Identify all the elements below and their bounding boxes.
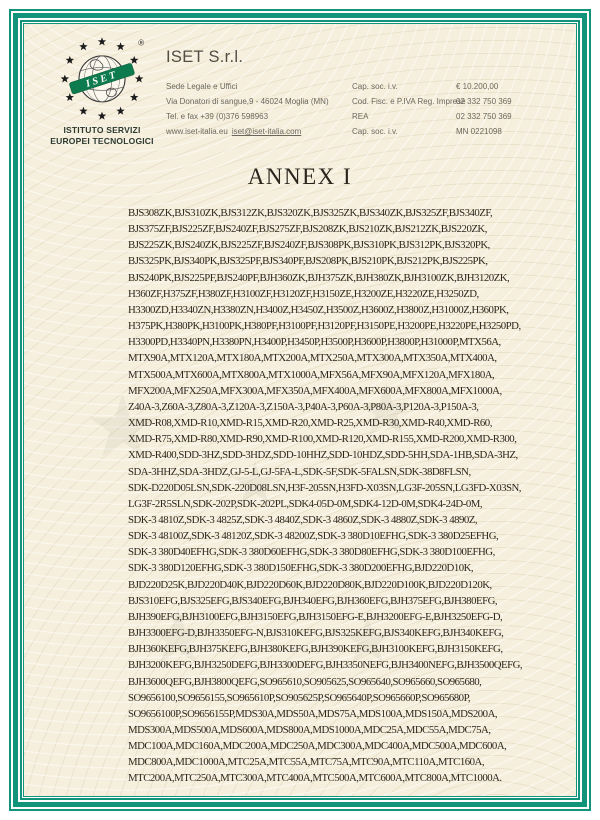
- watermark-star-icon: ★: [144, 592, 213, 681]
- annex-line: SDK-D220D05LSN,SDK-220D08LSN,H3F-205SN,H3FD-X03SN,LG3F-205SN,LG3FD-X03SN,: [128, 481, 522, 494]
- watermark-star-icon: ★: [354, 368, 419, 452]
- annex-line: SDA-3HHZ,SDA-3HDZ,GJ-5-L,GJ-5FA-L,SDK-5F,SDK-5FALSN,SDK-38D8FLSN,: [128, 465, 471, 478]
- company-logo: [42, 32, 162, 146]
- registry-value: MN 0221098: [456, 127, 502, 136]
- logo-banner-text: ISET: [84, 69, 120, 90]
- watermark-star-icon: ★: [339, 604, 397, 678]
- email-link[interactable]: iset@iset-italia.com: [231, 127, 302, 136]
- annex-line: BJS310EFG,BJS325EFG,BJS340EFG,BJH340EFG,BJH360EFG,BJH375EFG,BJH380EFG,: [128, 594, 498, 607]
- certificate-border-mid: [20, 20, 580, 800]
- page-title: ANNEX I: [247, 164, 353, 189]
- annex-line: BJH3200KEFG,BJH3250DEFG,BJH3300DEFG,BJH3350NEFG,BJH3400NEFG,BJH3500QEFG,: [128, 659, 523, 672]
- watermark-star-icon: ★: [84, 377, 162, 477]
- annex-line: BJS225ZK,BJS240ZK,BJS225ZF,BJS240ZF,BJS308PK,BJS310PK,BJS312PK,BJS320PK,: [128, 239, 490, 252]
- annex-line: BJH390EFG,BJH3100EFG,BJH3150EFG,BJH3150EFG-E,BJH3200EFG-E,BJH3250EFG-D,: [128, 610, 503, 623]
- annex-line: MDC100A,MDC160A,MDC200A,MDC250A,MDC300A,MDC400A,MDC500A,MDC600A,: [128, 740, 507, 753]
- annex-line: BJH3300EFG-D,BJH3350EFG-N,BJS310KEFG,BJS325KEFG,BJS340KEFG,BJH340KEFG,: [128, 627, 504, 640]
- registry-label: Cap. soc. i.v.: [352, 127, 398, 136]
- annex-line: SDK-3 48100Z,SDK-3 48120Z,SDK-3 48200Z,SDK-3 380D10EFHG,SDK-3 380D25EFHG,: [128, 530, 499, 543]
- annex-line: XMD-R08,XMD-R10,XMD-R15,XMD-R20,XMD-R25,XMD-R30,XMD-R40,XMD-R60,: [128, 417, 492, 430]
- address-line: Via Donatori di sangue,9 - 46024 Moglia (MN): [166, 97, 329, 106]
- annex-line: H360ZF,H375ZF,H380ZF,H3100ZF,H3120ZF,H3150ZE,H3200ZE,H3220ZE,H3250ZD,: [128, 287, 479, 300]
- annex-line: LG3F-2R5SLN,SDK-202P,SDK-202PL,SDK4-05D-0M,SDK4-12D-0M,SDK4-24D-0M,: [128, 497, 483, 510]
- model-code-list: [128, 205, 552, 787]
- annex-line: H3300ZD,H3340ZN,H3380ZN,H3400Z,H3450Z,H3500Z,H3600Z,H3800Z,H31000Z,H360PK,: [128, 303, 509, 316]
- annex-line: BJS240PK,BJS225PF,BJS240PF,BJH360ZK,BJH375ZK,BJH380ZK,BJH3100ZK,BJH3120ZK,: [128, 271, 510, 284]
- annex-line: SO9656100,SO9656155,SO965610P,SO905625P,SO965640P,SO965660P,SO965680P,: [128, 691, 471, 704]
- iset-globe-logo: [56, 32, 148, 124]
- phone-line: Tel. e fax +39 (0)376 598963: [166, 112, 269, 121]
- registry-row: [352, 109, 512, 124]
- annex-line: MTX90A,MTX120A,MTX180A,MTX200A,MTX250A,MTX300A,MTX350A,MTX400A,: [128, 352, 497, 365]
- annex-line: BJH360KEFG,BJH375KEFG,BJH380KEFG,BJH390KEFG,BJH3100KEFG,BJH3150KEFG,: [128, 643, 503, 656]
- registered-office-label: Sede Legale e Uffici: [166, 82, 238, 91]
- annex-line: SDK-3 380D120EFHG,SDK-3 380D150EFHG,SDK-3 380D200EFHG,BJD220D10K,: [128, 562, 474, 575]
- registry-value: € 10.200,00: [456, 82, 499, 91]
- org-name-line1: ISTITUTO SERVIZI: [63, 125, 141, 135]
- document-page: [23, 23, 577, 797]
- annex-line: Z40A-3,Z60A-3,Z80A-3,Z120A-3,Z150A-3,P40A-3,P60A-3,P80A-3,P120A-3,P150A-3,: [128, 400, 479, 413]
- annex-line: SDK-3 380D40EFHG,SDK-3 380D60EFHG,SDK-3 380D80EFHG,SDK-3 380D100EFHG,: [128, 546, 495, 559]
- registry-label: Cap. soc. i.v.: [352, 82, 398, 91]
- annex-line: MTC200A,MTC250A,MTC300A,MTC400A,MTC500A,MTC600A,MTC800A,MTC1000A.: [128, 772, 502, 785]
- registry-row: [352, 94, 512, 109]
- org-name-line2: EUROPEI TECNOLOGICI: [50, 135, 154, 146]
- registry-label: Cod. Fisc. e P.IVA Reg. Imprese: [352, 97, 466, 106]
- annex-line: MDS300A,MDS500A,MDS600A,MDS800A,MDS1000A,MDC25A,MDC55A,MDC75A,: [128, 724, 491, 736]
- annex-line: SDK-3 4810Z,SDK-3 4825Z,SDK-3 4840Z,SDK-3 4860Z,SDK-3 4880Z,SDK-3 4890Z,: [128, 513, 478, 526]
- registered-trademark-icon: ®: [138, 38, 145, 48]
- annex-line: SO9656100P,SO9656155P,MDS30A,MDS50A,MDS75A,MDS100A,MDS150A,MDS200A,: [128, 707, 498, 720]
- contact-block: [166, 79, 329, 139]
- watermark-star-icon: ★: [229, 449, 281, 517]
- annex-line: H375PK,H380PK,H3100PK,H380PF,H3100PF,H3120PF,H3150PE,H3200PE,H3220PE,H3250PD,: [128, 320, 521, 333]
- annex-line: H3300PD,H3340PN,H3380PN,H3400P,H3450P,H3500P,H3600P,H3800P,H31000P,MTX56A,: [128, 336, 501, 349]
- annex-line: XMD-R75,XMD-R80,XMD-R90,XMD-R100,XMD-R120,XMD-R155,XMD-R200,XMD-R300,: [128, 433, 517, 446]
- registry-row: [352, 124, 512, 139]
- annex-line: BJS325PK,BJS340PK,BJS325PF,BJS340PF,BJS208PK,BJS210PK,BJS212PK,BJS225PK,: [128, 255, 488, 268]
- certificate-border-outer: [9, 9, 591, 811]
- annex-line: BJH3600QEFG,BJH3800QEFG,SO965610,SO905625,SO965640,SO965660,SO965680,: [128, 675, 482, 688]
- registry-label: REA: [352, 112, 369, 121]
- registry-value: 02 332 750 369: [456, 97, 512, 106]
- annex-line: MFX200A,MFX250A,MFX300A,MFX350A,MFX400A,MFX600A,MFX800A,MFX1000A,: [128, 384, 502, 397]
- company-name: ISET S.r.l.: [166, 48, 244, 66]
- certificate-border-thick: [13, 13, 587, 807]
- annex-line: MTX500A,MTX600A,MTX800A,MTX1000A,MFX56A,MFX90A,MFX120A,MFX180A,: [128, 368, 495, 381]
- annex-line: BJS308ZK,BJS310ZK,BJS312ZK,BJS320ZK,BJS325ZK,BJS340ZK,BJS325ZF,BJS340ZF,: [128, 207, 493, 219]
- annex-line: BJS375ZF,BJS225ZF,BJS240ZF,BJS275ZF,BJS208ZK,BJS210ZK,BJS212ZK,BJS220ZK,: [128, 223, 487, 236]
- registry-value: 02 332 750 369: [456, 112, 512, 121]
- website-url: www.iset-italia.eu: [166, 127, 228, 136]
- annex-line: XMD-R400,SDD-3HZ,SDD-3HDZ,SDD-10HHZ,SDD-10HDZ,SDD-5HH,SDA-1HB,SDA-3HZ,: [128, 449, 518, 462]
- registry-block: [352, 79, 512, 139]
- annex-line: MDC800A,MDC1000A,MTC25A,MTC55A,MTC75A,MTC90A,MTC110A,MTC160A,: [128, 756, 485, 769]
- annex-line: BJD220D25K,BJD220D40K,BJD220D60K,BJD220D80K,BJD220D100K,BJD220D120K,: [128, 578, 492, 591]
- registry-row: [352, 79, 512, 94]
